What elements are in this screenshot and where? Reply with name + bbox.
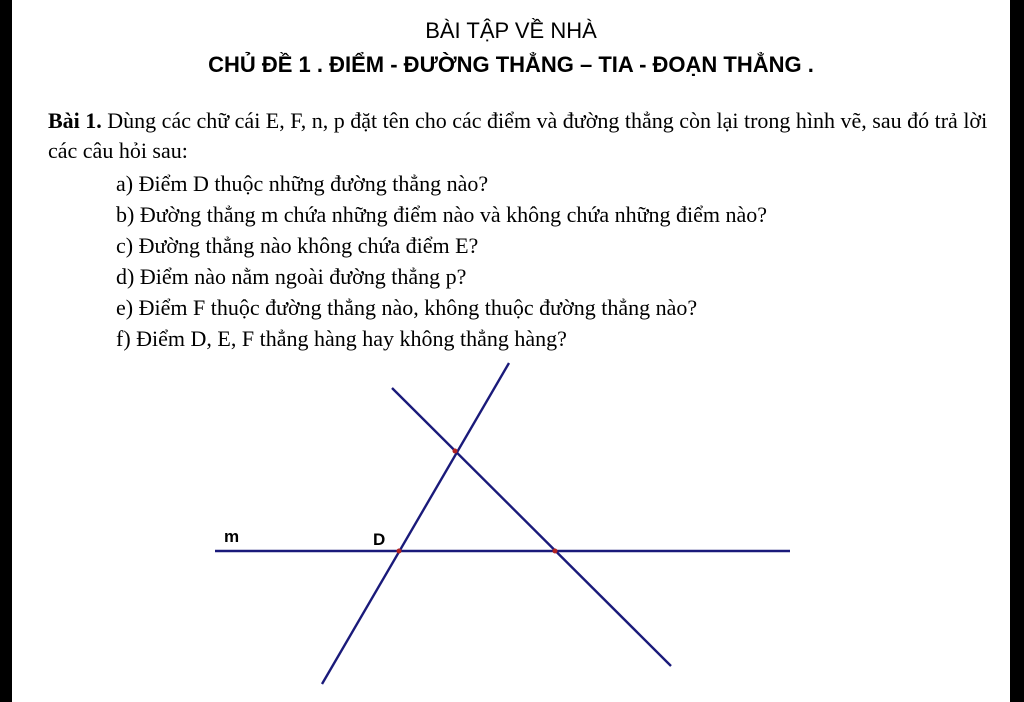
question-c: c) Đường thẳng nào không chứa điểm E? bbox=[116, 233, 479, 258]
page-title: BÀI TẬP VỀ NHÀ bbox=[425, 18, 597, 43]
point-intersection-right bbox=[553, 549, 558, 554]
exercise-label: Bài 1. bbox=[48, 108, 102, 133]
question-d: d) Điểm nào nằm ngoài đường thẳng p? bbox=[116, 264, 467, 289]
point-d-label: D bbox=[373, 530, 386, 549]
question-a: a) Điểm D thuộc những đường thẳng nào? bbox=[116, 171, 489, 196]
topic-title: CHỦ ĐỀ 1 . ĐIỂM - ĐƯỜNG THẲNG – TIA - ĐOẠN THẲNG . bbox=[208, 52, 814, 77]
question-f: f) Điểm D, E, F thẳng hàng hay không thẳng hàng? bbox=[116, 326, 567, 351]
geometry-figure bbox=[12, 0, 1010, 702]
question-b: b) Đường thẳng m chứa những điểm nào và không chứa những điểm nào? bbox=[116, 202, 768, 227]
line-diagonal bbox=[392, 388, 671, 666]
point-intersection-top bbox=[453, 449, 458, 454]
line-m-label: m bbox=[224, 527, 240, 546]
document-page bbox=[12, 0, 1010, 702]
exercise-intro-text: Dùng các chữ cái E, F, n, p đặt tên cho các điểm và đường thẳng còn lại trong hình vẽ, sau đó trả lời các câu hỏi sau: bbox=[48, 108, 988, 163]
question-e: e) Điểm F thuộc đường thẳng nào, không thuộc đường thẳng nào? bbox=[116, 295, 698, 320]
point-d bbox=[397, 549, 402, 554]
